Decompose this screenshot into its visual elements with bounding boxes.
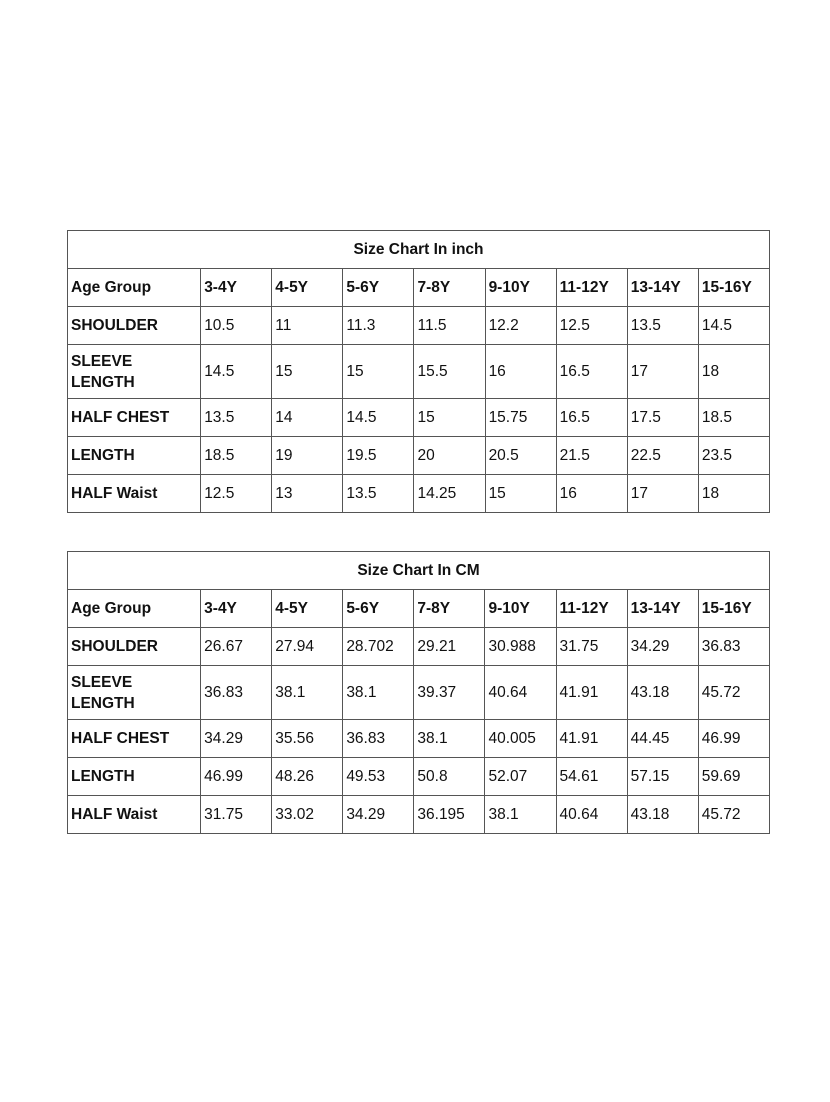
measurement-value: 15 bbox=[343, 345, 414, 399]
table-row bbox=[68, 437, 770, 475]
measurement-value: 16.5 bbox=[556, 345, 627, 399]
age-group-header: Age Group bbox=[68, 590, 201, 628]
table-row bbox=[68, 720, 770, 758]
measurement-value: 13.5 bbox=[201, 399, 272, 437]
measurement-value: 43.18 bbox=[627, 796, 698, 834]
measurement-value: 14.5 bbox=[343, 399, 414, 437]
size-chart-cm-table bbox=[67, 551, 770, 834]
age-column-header: 15-16Y bbox=[698, 269, 769, 307]
header-row bbox=[68, 590, 770, 628]
age-column-header: 9-10Y bbox=[485, 269, 556, 307]
measurement-value: 19.5 bbox=[343, 437, 414, 475]
measurement-value: 15.75 bbox=[485, 399, 556, 437]
measurement-value: 12.2 bbox=[485, 307, 556, 345]
measurement-value: 14 bbox=[272, 399, 343, 437]
measurement-value: 28.702 bbox=[343, 628, 414, 666]
measurement-label: LENGTH bbox=[68, 758, 201, 796]
measurement-value: 46.99 bbox=[698, 720, 769, 758]
measurement-label: SLEEVE LENGTH bbox=[68, 666, 201, 720]
table-row bbox=[68, 399, 770, 437]
measurement-value: 57.15 bbox=[627, 758, 698, 796]
age-group-header: Age Group bbox=[68, 269, 201, 307]
measurement-value: 19 bbox=[272, 437, 343, 475]
age-column-header: 5-6Y bbox=[343, 590, 414, 628]
measurement-value: 39.37 bbox=[414, 666, 485, 720]
age-column-header: 4-5Y bbox=[272, 590, 343, 628]
measurement-value: 13 bbox=[272, 475, 343, 513]
measurement-value: 40.64 bbox=[556, 796, 627, 834]
table-row bbox=[68, 796, 770, 834]
measurement-value: 41.91 bbox=[556, 666, 627, 720]
measurement-value: 45.72 bbox=[698, 796, 769, 834]
measurement-value: 13.5 bbox=[343, 475, 414, 513]
age-column-header: 15-16Y bbox=[698, 590, 769, 628]
measurement-value: 12.5 bbox=[556, 307, 627, 345]
measurement-value: 21.5 bbox=[556, 437, 627, 475]
table-title: Size Chart In CM bbox=[68, 552, 770, 590]
measurement-value: 23.5 bbox=[698, 437, 769, 475]
measurement-value: 38.1 bbox=[343, 666, 414, 720]
measurement-value: 34.29 bbox=[201, 720, 272, 758]
measurement-value: 17 bbox=[627, 475, 698, 513]
age-column-header: 4-5Y bbox=[272, 269, 343, 307]
measurement-value: 17.5 bbox=[627, 399, 698, 437]
measurement-label: SHOULDER bbox=[68, 307, 201, 345]
size-chart-inch-table bbox=[67, 230, 770, 513]
measurement-label: HALF CHEST bbox=[68, 399, 201, 437]
measurement-label: HALF Waist bbox=[68, 796, 201, 834]
measurement-value: 22.5 bbox=[627, 437, 698, 475]
age-column-header: 3-4Y bbox=[201, 590, 272, 628]
measurement-value: 30.988 bbox=[485, 628, 556, 666]
measurement-value: 15 bbox=[485, 475, 556, 513]
age-column-header: 7-8Y bbox=[414, 269, 485, 307]
table-title: Size Chart In inch bbox=[68, 231, 770, 269]
measurement-value: 49.53 bbox=[343, 758, 414, 796]
measurement-value: 40.005 bbox=[485, 720, 556, 758]
measurement-value: 43.18 bbox=[627, 666, 698, 720]
measurement-value: 45.72 bbox=[698, 666, 769, 720]
measurement-value: 34.29 bbox=[627, 628, 698, 666]
measurement-value: 38.1 bbox=[485, 796, 556, 834]
measurement-value: 11.5 bbox=[414, 307, 485, 345]
age-column-header: 5-6Y bbox=[343, 269, 414, 307]
measurement-value: 15 bbox=[414, 399, 485, 437]
table-row bbox=[68, 475, 770, 513]
measurement-value: 36.195 bbox=[414, 796, 485, 834]
measurement-value: 18.5 bbox=[698, 399, 769, 437]
measurement-value: 16 bbox=[485, 345, 556, 399]
measurement-label: HALF Waist bbox=[68, 475, 201, 513]
measurement-value: 41.91 bbox=[556, 720, 627, 758]
measurement-label: SHOULDER bbox=[68, 628, 201, 666]
measurement-value: 46.99 bbox=[201, 758, 272, 796]
age-column-header: 11-12Y bbox=[556, 590, 627, 628]
measurement-value: 36.83 bbox=[343, 720, 414, 758]
measurement-value: 16 bbox=[556, 475, 627, 513]
table-row bbox=[68, 758, 770, 796]
measurement-label: LENGTH bbox=[68, 437, 201, 475]
measurement-value: 38.1 bbox=[414, 720, 485, 758]
measurement-value: 14.5 bbox=[201, 345, 272, 399]
table-row bbox=[68, 666, 770, 720]
measurement-value: 40.64 bbox=[485, 666, 556, 720]
age-column-header: 13-14Y bbox=[627, 590, 698, 628]
age-column-header: 9-10Y bbox=[485, 590, 556, 628]
measurement-value: 15 bbox=[272, 345, 343, 399]
measurement-value: 36.83 bbox=[698, 628, 769, 666]
table-row bbox=[68, 345, 770, 399]
measurement-value: 31.75 bbox=[201, 796, 272, 834]
measurement-value: 20 bbox=[414, 437, 485, 475]
measurement-value: 18 bbox=[698, 345, 769, 399]
measurement-value: 33.02 bbox=[272, 796, 343, 834]
table-row bbox=[68, 307, 770, 345]
measurement-value: 50.8 bbox=[414, 758, 485, 796]
measurement-value: 14.5 bbox=[698, 307, 769, 345]
measurement-label: HALF CHEST bbox=[68, 720, 201, 758]
measurement-value: 11 bbox=[272, 307, 343, 345]
measurement-value: 20.5 bbox=[485, 437, 556, 475]
age-column-header: 3-4Y bbox=[201, 269, 272, 307]
measurement-value: 18.5 bbox=[201, 437, 272, 475]
measurement-value: 11.3 bbox=[343, 307, 414, 345]
header-row bbox=[68, 269, 770, 307]
measurement-value: 52.07 bbox=[485, 758, 556, 796]
measurement-value: 14.25 bbox=[414, 475, 485, 513]
age-column-header: 13-14Y bbox=[627, 269, 698, 307]
measurement-value: 36.83 bbox=[201, 666, 272, 720]
age-column-header: 11-12Y bbox=[556, 269, 627, 307]
measurement-value: 16.5 bbox=[556, 399, 627, 437]
measurement-value: 13.5 bbox=[627, 307, 698, 345]
table-row bbox=[68, 628, 770, 666]
measurement-value: 31.75 bbox=[556, 628, 627, 666]
measurement-value: 26.67 bbox=[201, 628, 272, 666]
measurement-value: 54.61 bbox=[556, 758, 627, 796]
measurement-value: 27.94 bbox=[272, 628, 343, 666]
measurement-value: 38.1 bbox=[272, 666, 343, 720]
measurement-value: 44.45 bbox=[627, 720, 698, 758]
measurement-value: 12.5 bbox=[201, 475, 272, 513]
measurement-value: 18 bbox=[698, 475, 769, 513]
measurement-value: 15.5 bbox=[414, 345, 485, 399]
measurement-value: 35.56 bbox=[272, 720, 343, 758]
measurement-value: 17 bbox=[627, 345, 698, 399]
age-column-header: 7-8Y bbox=[414, 590, 485, 628]
measurement-value: 34.29 bbox=[343, 796, 414, 834]
measurement-value: 29.21 bbox=[414, 628, 485, 666]
measurement-label: SLEEVE LENGTH bbox=[68, 345, 201, 399]
measurement-value: 10.5 bbox=[201, 307, 272, 345]
measurement-value: 48.26 bbox=[272, 758, 343, 796]
measurement-value: 59.69 bbox=[698, 758, 769, 796]
